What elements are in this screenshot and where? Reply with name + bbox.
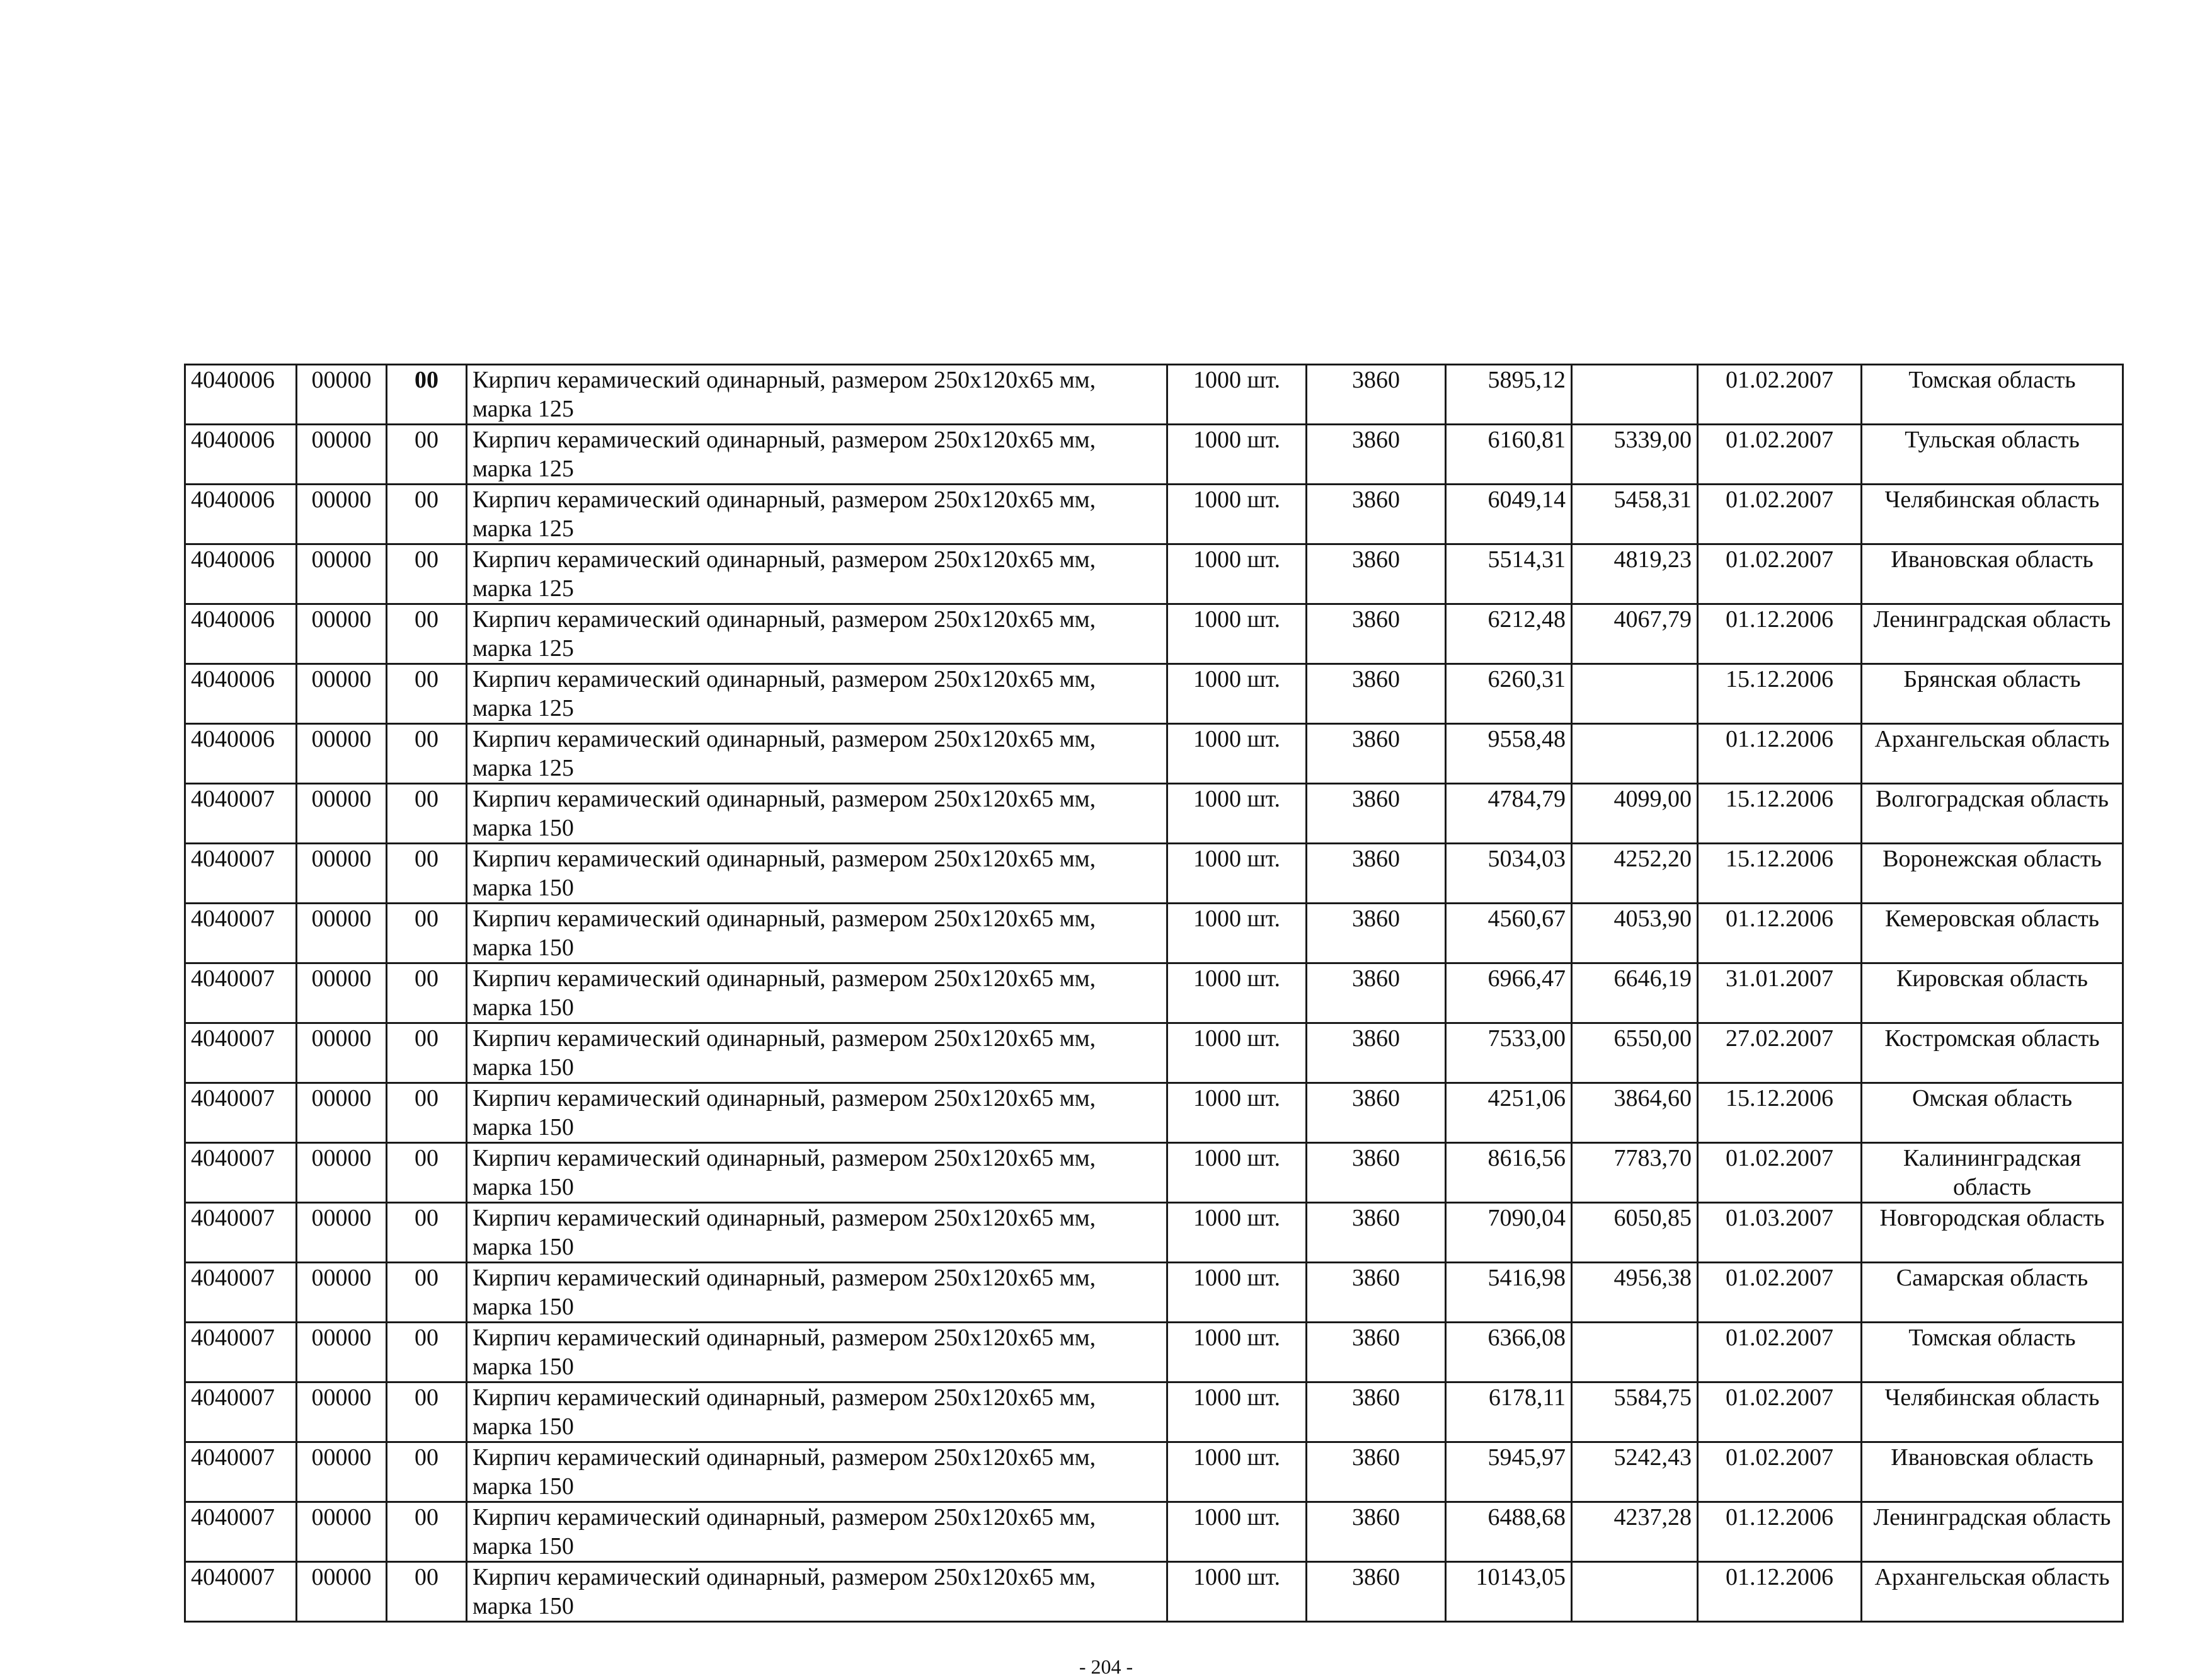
page-number: - 204 - (1079, 1655, 1133, 1678)
cell-code: 4040007 (185, 1323, 297, 1382)
table-row (185, 604, 2123, 664)
cell-name: Кирпич керамический одинарный, размером 250х120х65 мм, марка 150 (467, 784, 1167, 844)
cell-name: Кирпич керамический одинарный, размером 250х120х65 мм, марка 125 (467, 604, 1167, 664)
cell-region: Челябинская область (1862, 1382, 2123, 1442)
cell-okei: 3860 (1307, 784, 1446, 844)
cell-code: 4040006 (185, 485, 297, 544)
cell-price: 6260,31 (1446, 664, 1572, 724)
cell-unit: 1000 шт. (1167, 1562, 1307, 1622)
cell-variant: 00 (387, 1323, 467, 1382)
table-row (185, 963, 2123, 1023)
cell-price: 4251,06 (1446, 1083, 1572, 1143)
cell-price: 6178,11 (1446, 1382, 1572, 1442)
cell-code: 4040006 (185, 544, 297, 604)
cell-sub-code: 00000 (297, 1023, 387, 1083)
cell-sub-code: 00000 (297, 1203, 387, 1263)
cell-name: Кирпич керамический одинарный, размером 250х120х65 мм, марка 150 (467, 1442, 1167, 1502)
cell-variant: 00 (387, 365, 467, 425)
cell-code: 4040007 (185, 844, 297, 904)
cell-date: 01.02.2007 (1698, 544, 1862, 604)
cell-unit: 1000 шт. (1167, 963, 1307, 1023)
cell-unit: 1000 шт. (1167, 1203, 1307, 1263)
cell-unit: 1000 шт. (1167, 1143, 1307, 1203)
cell-variant: 00 (387, 485, 467, 544)
cell-code: 4040006 (185, 365, 297, 425)
table-row (185, 844, 2123, 904)
cell-variant: 00 (387, 544, 467, 604)
cell-price: 6366,08 (1446, 1323, 1572, 1382)
cell-region: Волгоградская область (1862, 784, 2123, 844)
cell-sub-code: 00000 (297, 1143, 387, 1203)
cell-date: 27.02.2007 (1698, 1023, 1862, 1083)
cell-region: Брянская область (1862, 664, 2123, 724)
table-row (185, 1143, 2123, 1203)
table-body (185, 365, 2123, 1622)
cell-sub-code: 00000 (297, 1263, 387, 1323)
cell-price-2 (1572, 1562, 1698, 1622)
cell-okei: 3860 (1307, 963, 1446, 1023)
cell-variant: 00 (387, 904, 467, 963)
cell-date: 01.02.2007 (1698, 1442, 1862, 1502)
cell-variant: 00 (387, 1083, 467, 1143)
cell-price-2: 6646,19 (1572, 963, 1698, 1023)
cell-price-2: 4956,38 (1572, 1263, 1698, 1323)
cell-okei: 3860 (1307, 1143, 1446, 1203)
cell-okei: 3860 (1307, 1083, 1446, 1143)
cell-okei: 3860 (1307, 724, 1446, 784)
cell-okei: 3860 (1307, 1562, 1446, 1622)
cell-variant: 00 (387, 1442, 467, 1502)
cell-sub-code: 00000 (297, 844, 387, 904)
cell-region: Новгородская область (1862, 1203, 2123, 1263)
cell-price: 4560,67 (1446, 904, 1572, 963)
cell-price-2: 4099,00 (1572, 784, 1698, 844)
cell-okei: 3860 (1307, 365, 1446, 425)
cell-code: 4040006 (185, 664, 297, 724)
cell-price: 7090,04 (1446, 1203, 1572, 1263)
cell-okei: 3860 (1307, 1442, 1446, 1502)
cell-price: 6966,47 (1446, 963, 1572, 1023)
cell-okei: 3860 (1307, 1023, 1446, 1083)
cell-price-2 (1572, 1323, 1698, 1382)
cell-region: Самарская область (1862, 1263, 2123, 1323)
cell-price: 6049,14 (1446, 485, 1572, 544)
cell-variant: 00 (387, 1203, 467, 1263)
cell-unit: 1000 шт. (1167, 365, 1307, 425)
cell-region: Челябинская область (1862, 485, 2123, 544)
cell-price: 5034,03 (1446, 844, 1572, 904)
cell-sub-code: 00000 (297, 784, 387, 844)
cell-code: 4040007 (185, 1562, 297, 1622)
cell-date: 01.02.2007 (1698, 425, 1862, 485)
cell-okei: 3860 (1307, 1382, 1446, 1442)
cell-price-2: 5242,43 (1572, 1442, 1698, 1502)
cell-variant: 00 (387, 724, 467, 784)
cell-price-2 (1572, 724, 1698, 784)
cell-date: 01.02.2007 (1698, 1323, 1862, 1382)
cell-region: Тульская область (1862, 425, 2123, 485)
table-row (185, 1263, 2123, 1323)
cell-price: 10143,05 (1446, 1562, 1572, 1622)
cell-date: 01.02.2007 (1698, 1382, 1862, 1442)
cell-unit: 1000 шт. (1167, 844, 1307, 904)
cell-okei: 3860 (1307, 544, 1446, 604)
cell-date: 01.12.2006 (1698, 1562, 1862, 1622)
cell-sub-code: 00000 (297, 604, 387, 664)
cell-code: 4040007 (185, 1502, 297, 1562)
cell-unit: 1000 шт. (1167, 485, 1307, 544)
cell-variant: 00 (387, 784, 467, 844)
cell-price: 8616,56 (1446, 1143, 1572, 1203)
cell-price: 5895,12 (1446, 365, 1572, 425)
cell-region: Кировская область (1862, 963, 2123, 1023)
cell-unit: 1000 шт. (1167, 1502, 1307, 1562)
cell-okei: 3860 (1307, 425, 1446, 485)
table-row (185, 365, 2123, 425)
cell-okei: 3860 (1307, 1203, 1446, 1263)
cell-code: 4040006 (185, 604, 297, 664)
table-row (185, 724, 2123, 784)
cell-variant: 00 (387, 844, 467, 904)
cell-variant: 00 (387, 963, 467, 1023)
cell-date: 01.03.2007 (1698, 1203, 1862, 1263)
cell-name: Кирпич керамический одинарный, размером 250х120х65 мм, марка 150 (467, 1323, 1167, 1382)
table-row (185, 1502, 2123, 1562)
cell-name: Кирпич керамический одинарный, размером 250х120х65 мм, марка 150 (467, 1083, 1167, 1143)
cell-okei: 3860 (1307, 904, 1446, 963)
cell-price-2: 4053,90 (1572, 904, 1698, 963)
cell-sub-code: 00000 (297, 724, 387, 784)
cell-variant: 00 (387, 1023, 467, 1083)
cell-region: Томская область (1862, 365, 2123, 425)
cell-sub-code: 00000 (297, 365, 387, 425)
cell-unit: 1000 шт. (1167, 544, 1307, 604)
cell-date: 01.02.2007 (1698, 485, 1862, 544)
cell-code: 4040007 (185, 1083, 297, 1143)
cell-price: 9558,48 (1446, 724, 1572, 784)
table-row (185, 664, 2123, 724)
cell-price-2: 5458,31 (1572, 485, 1698, 544)
cell-price: 4784,79 (1446, 784, 1572, 844)
cell-price-2 (1572, 365, 1698, 425)
cell-region: Костромская область (1862, 1023, 2123, 1083)
cell-okei: 3860 (1307, 604, 1446, 664)
cell-sub-code: 00000 (297, 963, 387, 1023)
cell-date: 01.12.2006 (1698, 604, 1862, 664)
cell-region: Омская область (1862, 1083, 2123, 1143)
cell-name: Кирпич керамический одинарный, размером 250х120х65 мм, марка 150 (467, 844, 1167, 904)
cell-unit: 1000 шт. (1167, 1023, 1307, 1083)
cell-date: 31.01.2007 (1698, 963, 1862, 1023)
cell-region: Ленинградская область (1862, 604, 2123, 664)
cell-unit: 1000 шт. (1167, 1083, 1307, 1143)
cell-price-2: 4819,23 (1572, 544, 1698, 604)
cell-region: Архангельская область (1862, 724, 2123, 784)
cell-region: Томская область (1862, 1323, 2123, 1382)
cell-unit: 1000 шт. (1167, 1323, 1307, 1382)
cell-price-2: 3864,60 (1572, 1083, 1698, 1143)
cell-price-2: 5339,00 (1572, 425, 1698, 485)
cell-price-2: 5584,75 (1572, 1382, 1698, 1442)
cell-date: 01.12.2006 (1698, 1502, 1862, 1562)
cell-sub-code: 00000 (297, 485, 387, 544)
cell-unit: 1000 шт. (1167, 425, 1307, 485)
cell-region: Воронежская область (1862, 844, 2123, 904)
cell-region: Ивановская область (1862, 544, 2123, 604)
cell-sub-code: 00000 (297, 544, 387, 604)
price-table (184, 364, 2124, 1623)
table-row (185, 1323, 2123, 1382)
cell-price: 7533,00 (1446, 1023, 1572, 1083)
cell-price-2: 6550,00 (1572, 1023, 1698, 1083)
cell-unit: 1000 шт. (1167, 1263, 1307, 1323)
table-row (185, 1083, 2123, 1143)
cell-okei: 3860 (1307, 844, 1446, 904)
cell-sub-code: 00000 (297, 664, 387, 724)
cell-name: Кирпич керамический одинарный, размером 250х120х65 мм, марка 150 (467, 1382, 1167, 1442)
cell-variant: 00 (387, 664, 467, 724)
cell-unit: 1000 шт. (1167, 604, 1307, 664)
cell-code: 4040007 (185, 1382, 297, 1442)
cell-sub-code: 00000 (297, 1502, 387, 1562)
cell-region: Калининградская область (1862, 1143, 2123, 1203)
cell-price-2: 4252,20 (1572, 844, 1698, 904)
cell-name: Кирпич керамический одинарный, размером 250х120х65 мм, марка 150 (467, 1023, 1167, 1083)
cell-date: 01.02.2007 (1698, 1143, 1862, 1203)
cell-name: Кирпич керамический одинарный, размером 250х120х65 мм, марка 150 (467, 1203, 1167, 1263)
cell-unit: 1000 шт. (1167, 784, 1307, 844)
cell-okei: 3860 (1307, 1263, 1446, 1323)
cell-sub-code: 00000 (297, 1562, 387, 1622)
cell-unit: 1000 шт. (1167, 664, 1307, 724)
table-row (185, 904, 2123, 963)
cell-date: 01.02.2007 (1698, 365, 1862, 425)
cell-name: Кирпич керамический одинарный, размером 250х120х65 мм, марка 150 (467, 963, 1167, 1023)
cell-variant: 00 (387, 1502, 467, 1562)
cell-region: Архангельская область (1862, 1562, 2123, 1622)
cell-price: 5416,98 (1446, 1263, 1572, 1323)
table-row (185, 1562, 2123, 1622)
table-row (185, 1203, 2123, 1263)
cell-code: 4040007 (185, 1263, 297, 1323)
cell-unit: 1000 шт. (1167, 904, 1307, 963)
cell-price: 5514,31 (1446, 544, 1572, 604)
cell-okei: 3860 (1307, 1502, 1446, 1562)
cell-variant: 00 (387, 1382, 467, 1442)
cell-name: Кирпич керамический одинарный, размером 250х120х65 мм, марка 125 (467, 365, 1167, 425)
cell-name: Кирпич керамический одинарный, размером 250х120х65 мм, марка 125 (467, 425, 1167, 485)
cell-sub-code: 00000 (297, 425, 387, 485)
cell-name: Кирпич керамический одинарный, размером 250х120х65 мм, марка 125 (467, 544, 1167, 604)
cell-sub-code: 00000 (297, 1442, 387, 1502)
cell-region: Кемеровская область (1862, 904, 2123, 963)
cell-okei: 3860 (1307, 485, 1446, 544)
cell-code: 4040007 (185, 1143, 297, 1203)
cell-name: Кирпич керамический одинарный, размером 250х120х65 мм, марка 150 (467, 1502, 1167, 1562)
cell-code: 4040007 (185, 963, 297, 1023)
cell-name: Кирпич керамический одинарный, размером 250х120х65 мм, марка 125 (467, 485, 1167, 544)
cell-variant: 00 (387, 1562, 467, 1622)
cell-sub-code: 00000 (297, 904, 387, 963)
cell-code: 4040007 (185, 784, 297, 844)
cell-date: 15.12.2006 (1698, 1083, 1862, 1143)
cell-price: 5945,97 (1446, 1442, 1572, 1502)
cell-name: Кирпич керамический одинарный, размером 250х120х65 мм, марка 125 (467, 664, 1167, 724)
cell-variant: 00 (387, 604, 467, 664)
table-row (185, 1023, 2123, 1083)
cell-name: Кирпич керамический одинарный, размером 250х120х65 мм, марка 150 (467, 1143, 1167, 1203)
cell-okei: 3860 (1307, 664, 1446, 724)
cell-price-2: 6050,85 (1572, 1203, 1698, 1263)
cell-price: 6488,68 (1446, 1502, 1572, 1562)
cell-date: 01.02.2007 (1698, 1263, 1862, 1323)
cell-code: 4040007 (185, 1203, 297, 1263)
cell-name: Кирпич керамический одинарный, размером 250х120х65 мм, марка 150 (467, 904, 1167, 963)
cell-code: 4040007 (185, 904, 297, 963)
cell-name: Кирпич керамический одинарный, размером 250х120х65 мм, марка 150 (467, 1263, 1167, 1323)
cell-unit: 1000 шт. (1167, 1382, 1307, 1442)
cell-sub-code: 00000 (297, 1323, 387, 1382)
cell-date: 01.12.2006 (1698, 904, 1862, 963)
cell-variant: 00 (387, 425, 467, 485)
cell-sub-code: 00000 (297, 1382, 387, 1442)
cell-date: 01.12.2006 (1698, 724, 1862, 784)
cell-code: 4040006 (185, 425, 297, 485)
cell-date: 15.12.2006 (1698, 784, 1862, 844)
table-row (185, 544, 2123, 604)
cell-okei: 3860 (1307, 1323, 1446, 1382)
table-row (185, 1442, 2123, 1502)
cell-unit: 1000 шт. (1167, 724, 1307, 784)
cell-price-2: 7783,70 (1572, 1143, 1698, 1203)
table-row (185, 784, 2123, 844)
cell-code: 4040007 (185, 1023, 297, 1083)
cell-unit: 1000 шт. (1167, 1442, 1307, 1502)
cell-code: 4040007 (185, 1442, 297, 1502)
table-row (185, 425, 2123, 485)
cell-variant: 00 (387, 1143, 467, 1203)
cell-region: Ленинградская область (1862, 1502, 2123, 1562)
cell-name: Кирпич керамический одинарный, размером 250х120х65 мм, марка 125 (467, 724, 1167, 784)
cell-price-2: 4237,28 (1572, 1502, 1698, 1562)
cell-date: 15.12.2006 (1698, 844, 1862, 904)
table-row (185, 485, 2123, 544)
cell-price: 6212,48 (1446, 604, 1572, 664)
table-row (185, 1382, 2123, 1442)
cell-code: 4040006 (185, 724, 297, 784)
cell-price-2 (1572, 664, 1698, 724)
cell-sub-code: 00000 (297, 1083, 387, 1143)
cell-price: 6160,81 (1446, 425, 1572, 485)
cell-name: Кирпич керамический одинарный, размером 250х120х65 мм, марка 150 (467, 1562, 1167, 1622)
cell-date: 15.12.2006 (1698, 664, 1862, 724)
cell-price-2: 4067,79 (1572, 604, 1698, 664)
cell-variant: 00 (387, 1263, 467, 1323)
cell-region: Ивановская область (1862, 1442, 2123, 1502)
